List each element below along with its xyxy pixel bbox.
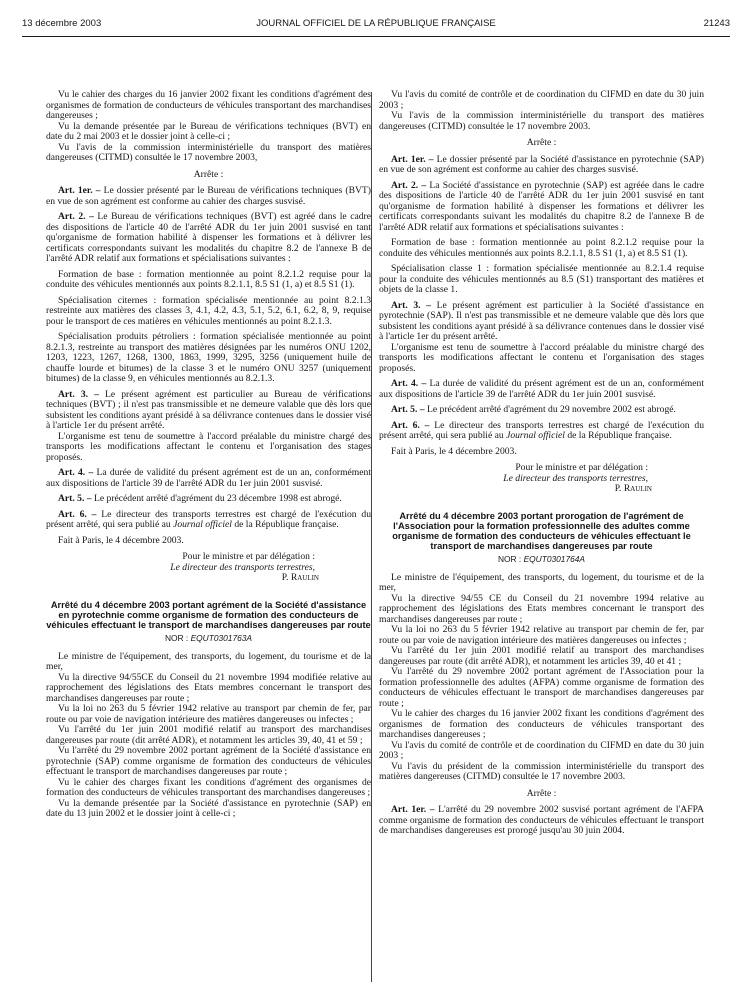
- journal-officiel-reference: Journal officiel: [173, 519, 232, 530]
- visa-paragraph: Vu l'avis du comité de contrôle et de coordination du CIFMD en date du 30 juin 2003 ;: [379, 739, 704, 762]
- arrete-heading: Arrête :: [526, 787, 557, 799]
- article-1: [379, 155, 704, 176]
- signature-name: P. Raulin: [614, 483, 652, 494]
- visa-paragraph: Vu l'avis de la commission interministérielle du transport des matières dangereuses (CITMD) consultée le 17 novembre 2003.: [379, 110, 704, 132]
- visa-paragraph: Vu l'arrêté du 29 novembre 2002 portant agrément de la Société d'assistance en pyrotechnie (SAP) comme organisme de formation des conducteurs de véhicules effectuant le transport de marchandises dangereuses par route ;: [46, 745, 371, 778]
- article-label: Art. 3. –: [58, 388, 99, 400]
- visa-paragraph: Le ministre de l'équipement, des transports, du logement, du tourisme et de la mer,: [46, 650, 371, 673]
- signature-role: Le directeur des transports terrestres,: [503, 472, 648, 484]
- right-column: [379, 90, 704, 986]
- visa-paragraph: Vu la demande présentée par le Bureau de vérifications techniques (BVT) en date du 2 mai 2003 et le dossier joint à celle-ci ;: [46, 120, 371, 142]
- article-text: de la République française.: [231, 519, 339, 530]
- article-paragraph: L'organisme est tenu de soumettre à l'accord préalable du ministre chargé des transports les modifications affectant le contenu et l'organisation des stages proposés.: [379, 341, 704, 374]
- column-divider: [371, 92, 372, 982]
- article-4: [379, 379, 704, 400]
- signature-block: [46, 552, 371, 584]
- decree-title: Arrêté du 4 décembre 2003 portant prorogation de l'agrément de l'Association pour la formation professionnelle des adultes comme organisme de formation des conducteurs de véhicules effectuant le transport de marchandises dangereuses par route: [392, 510, 691, 552]
- fait-a-paris: Fait à Paris, le 4 décembre 2003.: [58, 534, 184, 546]
- visa-paragraph: Vu la demande présentée par la Société d'assistance en pyrotechnie (SAP) en date du 13 juin 2002 et le dossier joint à celle-ci ;: [46, 797, 371, 820]
- article-text: de la République française.: [564, 430, 672, 441]
- visa-paragraph: Vu la directive 94/55 CE du Conseil du 21 novembre 1994 relative au rapprochement des législations des Etats membres concernant le transport des marchandises dangereuses par route ;: [379, 592, 704, 625]
- nor-reference: [379, 554, 704, 565]
- arrete-heading: Arrête :: [526, 137, 557, 148]
- article-6: [46, 510, 371, 531]
- article-label: Art. 2. –: [391, 179, 427, 191]
- article-label: Art. 6. –: [58, 508, 97, 520]
- visa-paragraph: Vu l'avis du comité de contrôle et de coordination du CIFMD en date du 30 juin 2003 ;: [379, 89, 704, 111]
- article-1: [379, 805, 704, 837]
- article-text: Le précédent arrêté d'agrément du 23 décembre 1998 est abrogé.: [93, 493, 342, 504]
- visa-paragraph: Vu la directive 94/55CE du Conseil du 21 novembre 1994 modifiée relative au rapprochement des législations des Etats membres concernant le transport des marchandises dangereuses par route ;: [46, 671, 371, 704]
- article-text: La durée de validité du présent agrément est de un an, conformément aux dispositions de l'article 39 de l'arrêté ADR du 1er juin 2001 susvisé.: [46, 467, 371, 489]
- article-text: Le directeur des transports terrestres est chargé de l'exécution du présent arrêté, qui sera publié au: [379, 419, 704, 441]
- article-6: [379, 421, 704, 442]
- article-2: [379, 181, 704, 234]
- article-label: Art. 1er. –: [391, 804, 435, 816]
- article-text: La Société d'assistance en pyrotechnie (SAP) est agréée dans le cadre des dispositions de l'article 40 de l'arrêté ADR du 1er juin 2001 susvisé en tant qu'organisme de formation habilité à dispenser les formations et délivrer les certificats correspondants suivant les modalités du chapitre 8.2 de l'annexe B de l'arrêté ADR relatif aux formations et spécialisations suivantes :: [379, 179, 704, 233]
- article-text: Le précédent arrêté d'agrément du 29 novembre 2002 est abrogé.: [426, 404, 676, 415]
- visa-paragraph: Vu l'avis de la commission interministérielle du transport des matières dangereuses (CITMD) consultée le 17 novembre 2003,: [46, 141, 371, 163]
- article-2: [46, 212, 371, 265]
- article-text: Le présent agrément est particulier au Bureau de vérifications techniques (BVT) ; il n'est pas transmissible et ne demeure valable que dès lors que subsistent les conditions ayant présidé à sa délivrance contenues dans le dossier visé à l'article 1er du présent arrêté.: [46, 388, 371, 431]
- nor-reference: [46, 633, 371, 644]
- article-label: Art. 1er. –: [58, 185, 101, 196]
- article-paragraph: L'organisme est tenu de soumettre à l'accord préalable du ministre chargé des transports les modifications affectant le contenu et l'organisation des stages proposés.: [46, 430, 371, 463]
- article-text: Le présent agrément est particulier à la Société d'assistance en pyrotechnie (SAP). Il n'est pas transmissible et ne demeure valable que dès lors que subsistent les conditions ayant présidé à sa délivrance contenues dans le dossier visé à l'article 1er du présent arrêté.: [379, 299, 704, 342]
- article-3: [46, 390, 371, 432]
- signature-delegation: Pour le ministre et par délégation :: [515, 462, 648, 473]
- visa-paragraph: Vu la loi no 263 du 5 février 1942 relative au transport par chemin de fer, par route ou par voie de navigation intérieure des matières dangereuses ou infectes ;: [46, 703, 371, 725]
- article-paragraph: Spécialisation citernes : formation spécialisée mentionnée au point 8.2.1.3 restreinte aux matières des classes 3, 4.1, 4.2, 4.3, 5.1, 5.2, 6.1, 6.2, 8, 9, requise pour le transport de ces matières en véhicules mentionnés au point 8.2.1.3.: [46, 294, 371, 327]
- visa-paragraph: Vu le cahier des charges du 16 janvier 2002 fixant les conditions d'agrément des organismes de formation des conducteurs de véhicules transportant des marchandises dangereuses ;: [379, 708, 704, 741]
- article-paragraph: Spécialisation classe 1 : formation spécialisée mentionnée au 8.2.1.4 requise pour la conduite des véhicules mentionnés au 8.5 (S1) transportant des matières et objets de la classe 1.: [379, 263, 704, 295]
- signature-delegation: Pour le ministre et par délégation :: [182, 551, 315, 562]
- article-text: Le dossier présenté par le Bureau de vérifications techniques (BVT) en vue de son agrément est conforme au cahier des charges susvisé.: [46, 185, 371, 207]
- visa-paragraph: Vu la loi no 263 du 5 février 1942 relative au transport par chemin de fer, par route ou par voie de navigation intérieure des matières dangereuses ou infectes ;: [379, 624, 704, 646]
- signature-name: P. Raulin: [281, 572, 319, 583]
- decree-title: Arrêté du 4 décembre 2003 portant agrément de la Société d'assistance en pyrotechnie comme organisme de formation des conducteurs de véhicules effectuant le transport de marchandises dangereuses par route: [46, 599, 371, 630]
- article-text: Le directeur des transports terrestres est chargé de l'exécution du présent arrêté, qui sera publié au: [46, 508, 371, 530]
- article-label: Art. 3. –: [391, 299, 431, 311]
- journal-title: JOURNAL OFFICIEL DE LA RÉPUBLIQUE FRANÇAISE: [256, 18, 496, 29]
- article-paragraph: Spécialisation produits pétroliers : formation spécialisée mentionnée au point 8.2.1.3, restreinte au transport des matières désignées par les numéros ONU 1202, 1203, 1223, 1267, 1268, 1300, 1863, 1999, 3295, 3256 (uniquement huile de chauffe lourde et bitumes) de la classe 3 et le numéro ONU 3257 (uniquement bitumes) de la classe 9, en véhicules mentionnés au 8.2.1.3.: [46, 331, 371, 384]
- article-text: Le Bureau de vérifications techniques (BVT) est agréé dans le cadre des dispositions de l'article 40 de l'arrêté ADR du 1er juin 2001 susvisé en tant qu'organisme de formation habilité à dispenser les formations et à délivrer les certificats correspondants suivant les modalités du chapitre 8.2 de l'annexe B de l'arrêté ADR relatif aux formations et spécialisations suivantes :: [46, 211, 371, 264]
- article-label: Art. 5. –: [58, 493, 92, 504]
- article-label: Art. 6. –: [391, 419, 430, 431]
- visa-paragraph: Vu l'arrêté du 1er juin 2001 modifié relatif au transport des marchandises dangereuses par route (dit arrêté ADR), et notamment les articles 39, 40, 41 et 59 ;: [46, 724, 371, 746]
- article-label: Art. 1er. –: [391, 153, 434, 165]
- journal-officiel-reference: Journal officiel: [506, 430, 565, 441]
- visa-paragraph: Vu l'arrêté du 1er juin 2001 modifié relatif au transport des marchandises dangereuses par route (dit arrêté ADR), et notamment les articles 39, 40 et 41 ;: [379, 645, 704, 667]
- article-label: Art. 5. –: [391, 404, 425, 415]
- visa-paragraph: Vu l'avis du président de la commission interministérielle du transport des matières dangereuses (CITMD) consultée le 17 novembre 2003.: [379, 760, 704, 783]
- nor-code: EQUT0301764A: [523, 554, 586, 565]
- article-5: [46, 494, 371, 505]
- article-5: [379, 405, 704, 416]
- article-text: L'arrêté du 29 novembre 2002 susvisé portant agrément de l'AFPA comme organisme de formation des conducteurs de véhicules effectuant le transport de marchandises dangereuses est prorogé jusqu'au 30 juin 2004.: [379, 804, 704, 837]
- header-date: 13 décembre 2003: [22, 18, 102, 29]
- article-paragraph: Formation de base : formation mentionnée au point 8.2.1.2 requise pour la conduite des véhicules mentionnés aux points 8.2.1.1, 8.5 S1 (1, a) et 8.5 S1 (1).: [46, 268, 371, 290]
- article-label: Art. 4. –: [391, 378, 427, 389]
- visa-paragraph: Le ministre de l'équipement, des transports, du logement, du tourisme et de la mer,: [379, 571, 704, 594]
- visa-paragraph: Vu l'arrêté du 29 novembre 2002 portant agrément de l'Association pour la formation professionnelle des adultes (AFPA) comme organisme de formation des conducteurs de véhicules effectuant le transport de marchandises dangereuses par route ;: [379, 666, 704, 709]
- article-label: Art. 2. –: [58, 211, 94, 222]
- article-label: Art. 4. –: [58, 467, 94, 478]
- visa-paragraph: Vu le cahier des charges du 16 janvier 2002 fixant les conditions d'agrément des organismes de formation de conducteurs de véhicules transportant des marchandises dangereuses ;: [46, 89, 371, 121]
- nor-code: EQUT0301763A: [190, 633, 253, 644]
- page-header: [22, 12, 730, 37]
- nor-label: NOR :: [164, 633, 189, 644]
- article-4: [46, 468, 371, 489]
- nor-label: NOR :: [497, 554, 522, 565]
- fait-a-paris: Fait à Paris, le 4 décembre 2003.: [391, 445, 517, 457]
- article-text: La durée de validité du présent agrément est de un an, conformément aux dispositions de l'article 39 de l'arrêté ADR du 1er juin 2001 susvisé.: [379, 378, 704, 400]
- article-3: [379, 301, 704, 343]
- arrete-heading: Arrête :: [193, 168, 224, 180]
- signature-block: [379, 463, 704, 495]
- visa-paragraph: Vu le cahier des charges fixant les conditions d'agrément des organismes de formation des conducteurs de véhicules transportant des marchandises dangereuses ;: [46, 776, 371, 799]
- page-number: 21243: [703, 18, 730, 29]
- article-paragraph: Formation de base : formation mentionnée au point 8.2.1.2 requise pour la conduite des véhicules mentionnés aux points 8.2.1.1, 8.5 S1 (1, a) et 8.5 S1 (1).: [379, 237, 704, 259]
- article-text: Le dossier présenté par la Société d'assistance en pyrotechnie (SAP) en vue de son agrément est conforme au cahier des charges susvisé.: [379, 153, 704, 175]
- left-column: [46, 90, 371, 986]
- signature-role: Le directeur des transports terrestres,: [170, 561, 315, 573]
- article-1: [46, 186, 371, 207]
